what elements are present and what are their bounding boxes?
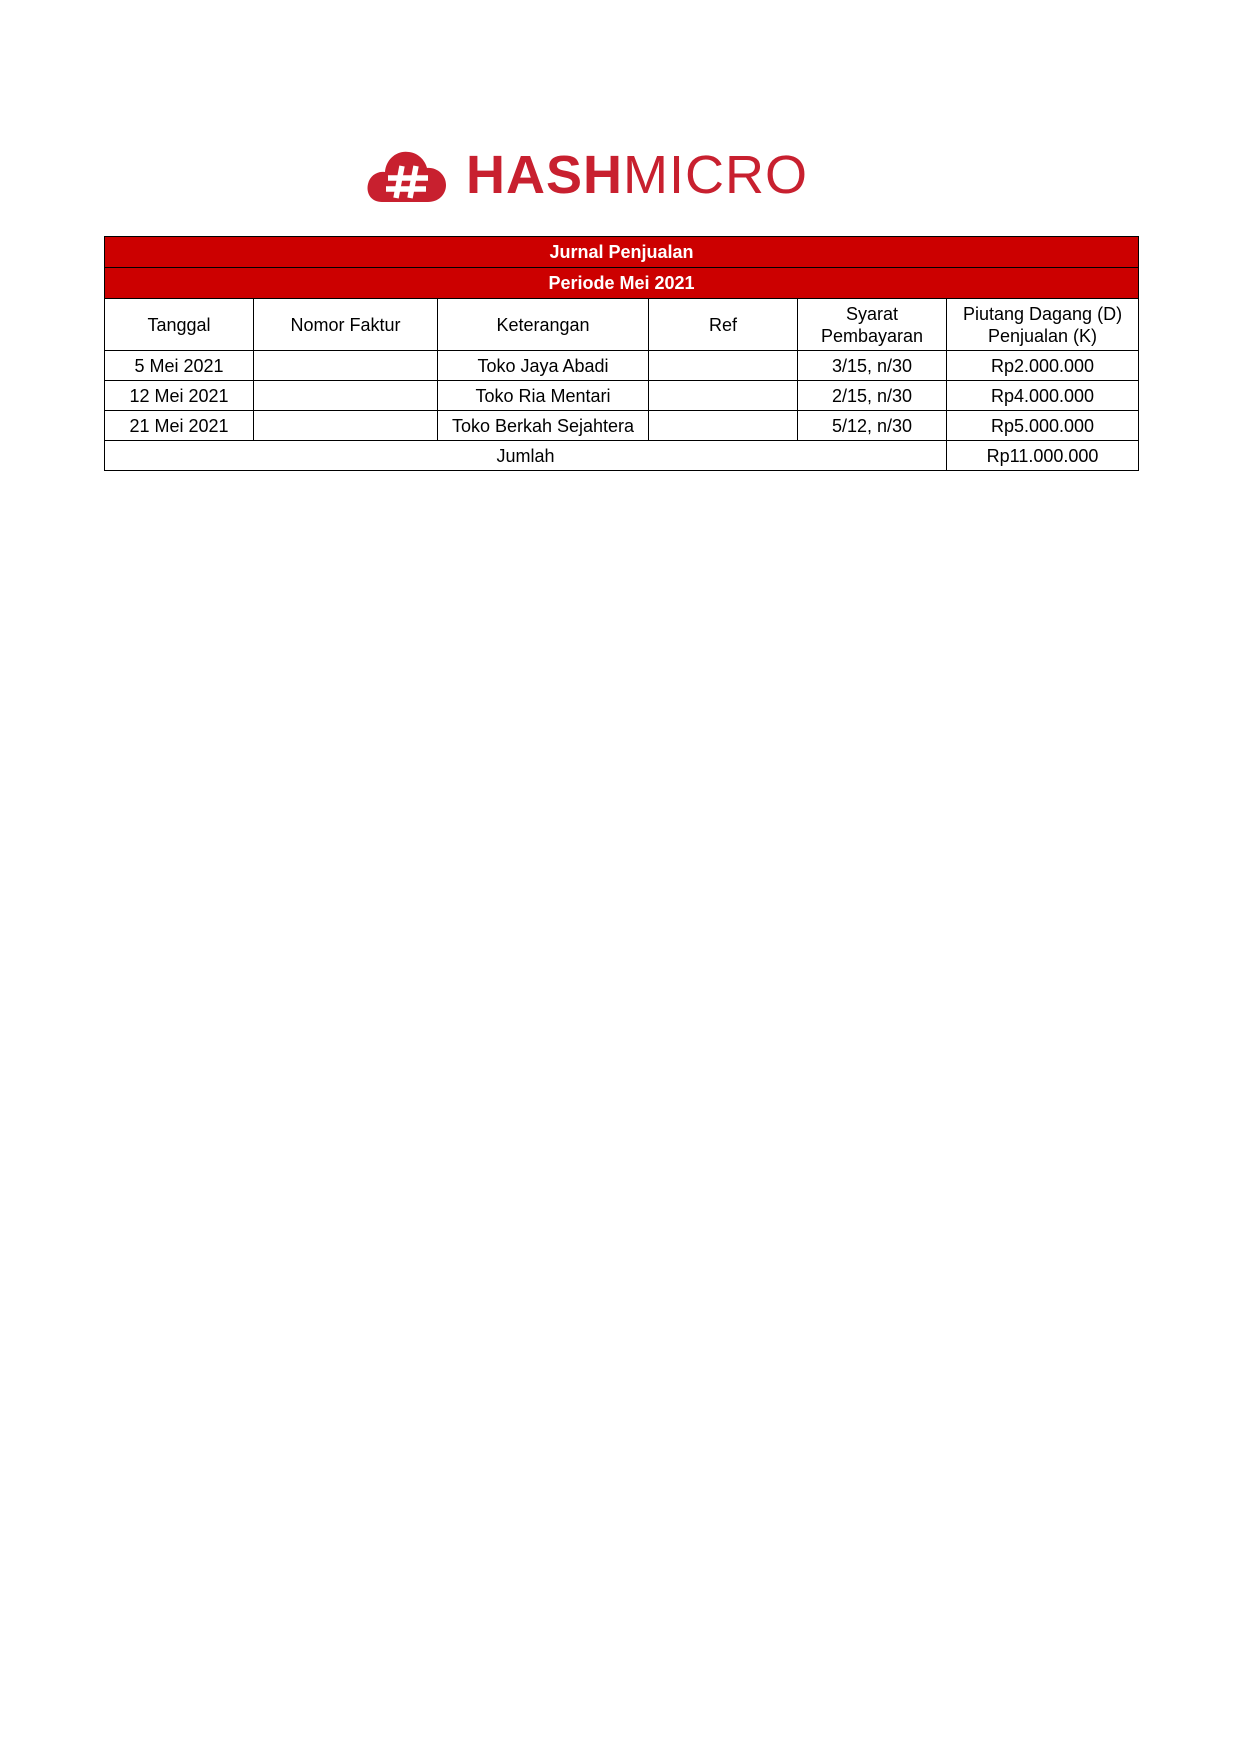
table-row	[105, 381, 1139, 411]
table-header-row	[105, 299, 1139, 351]
table-period: Periode Mei 2021	[105, 268, 1139, 299]
table-row	[105, 411, 1139, 441]
cell-nomor-faktur	[254, 351, 438, 381]
cell-keterangan: Toko Jaya Abadi	[438, 351, 649, 381]
column-header-nomor-faktur: Nomor Faktur	[254, 299, 438, 351]
table-title: Jurnal Penjualan	[105, 237, 1139, 268]
cell-jumlah: Rp4.000.000	[947, 381, 1139, 411]
cell-ref	[649, 351, 798, 381]
cell-jumlah: Rp5.000.000	[947, 411, 1139, 441]
table-title-row	[105, 237, 1139, 268]
column-header-keterangan: Keterangan	[438, 299, 649, 351]
column-header-piutang-penjualan: Piutang Dagang (D) Penjualan (K)	[947, 299, 1139, 351]
cell-jumlah: Rp2.000.000	[947, 351, 1139, 381]
cell-tanggal: 5 Mei 2021	[105, 351, 254, 381]
cell-tanggal: 21 Mei 2021	[105, 411, 254, 441]
column-header-tanggal: Tanggal	[105, 299, 254, 351]
cell-keterangan: Toko Berkah Sejahtera	[438, 411, 649, 441]
cell-nomor-faktur	[254, 381, 438, 411]
table-period-row	[105, 268, 1139, 299]
cloud-hash-icon	[366, 144, 448, 206]
cell-syarat: 5/12, n/30	[798, 411, 947, 441]
cell-tanggal: 12 Mei 2021	[105, 381, 254, 411]
total-label: Jumlah	[105, 441, 947, 471]
sales-journal-table	[104, 236, 1139, 471]
table-total-row	[105, 441, 1139, 471]
column-header-syarat-pembayaran: Syarat Pembayaran	[798, 299, 947, 351]
cell-nomor-faktur	[254, 411, 438, 441]
cell-ref	[649, 411, 798, 441]
logo-word-bold: HASH	[466, 145, 624, 205]
table-row	[105, 351, 1139, 381]
cell-syarat: 2/15, n/30	[798, 381, 947, 411]
total-value: Rp11.000.000	[947, 441, 1139, 471]
logo-word-light: MICRO	[623, 145, 808, 205]
hashmicro-logo	[366, 144, 806, 206]
logo-wordmark	[466, 144, 808, 206]
column-header-ref: Ref	[649, 299, 798, 351]
cell-ref	[649, 381, 798, 411]
cell-syarat: 3/15, n/30	[798, 351, 947, 381]
cell-keterangan: Toko Ria Mentari	[438, 381, 649, 411]
